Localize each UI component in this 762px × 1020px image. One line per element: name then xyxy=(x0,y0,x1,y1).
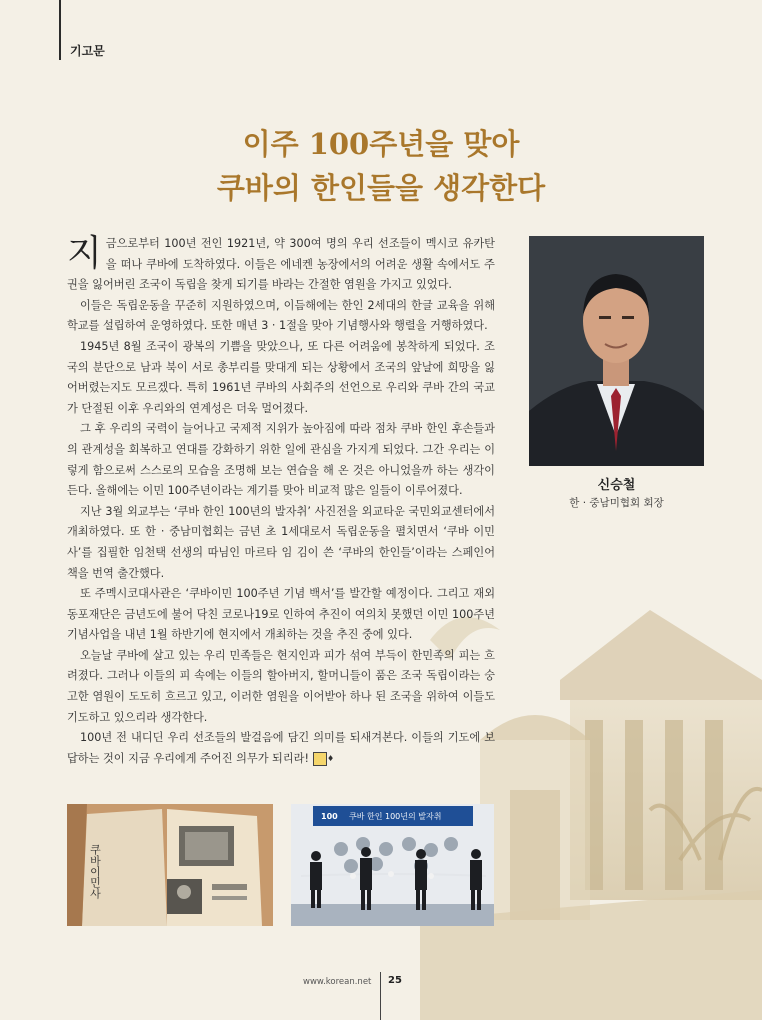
paragraph: 그 후 우리의 국력이 늘어나고 국제적 지위가 높아짐에 따라 점차 쿠바 한인 후손들과의 관계성을 회복하고 연대를 강화하기 위한 일에 관심을 가지게 되었다. 그간 우리는 이렇게 함으로써 스스로의 모습을 조명해 보는 연습을 해 온 것은 아니었을까 하는 생각이 든다. 올해에는 이민 100주년이라는 계기를 맞아 비교적 많은 일들이 이루어졌다. xyxy=(67,422,495,498)
section-label: 기고문 xyxy=(70,44,105,58)
paragraph: 또 주멕시코대사관은 ‘쿠바이민 100주년 기념 백서’를 발간할 예정이다. 그리고 재외동포재단은 금년도에 불어 닥친 코로나19로 인하여 추진이 여의치 못했던 이민 100주년 기념사업을 내년 1월 하반기에 현지에서 개최하는 것을 추진 중에 있다. xyxy=(67,587,495,642)
paragraph: 100년 전 내디딘 우리 선조들의 발걸음에 담긴 의미를 되새겨본다. 이들의 기도에 보답하는 것이 지금 우리에게 주어진 의무가 되리라! ♦ xyxy=(67,731,495,765)
paragraph: 지난 3월 외교부는 ‘쿠바 한인 100년의 발자취’ 사진전을 외교타운 국민외교센터에서 개최하였다. 또 한 · 중남미협회는 금년 초 1세대로서 독립운동을 펼치면서 ‘쿠바 이민사’를 집필한 임천택 선생의 따님인 마르타 임 김이 쓴 ‘쿠바의 한인들’이라는 스페인어책을 번역 출간했다. xyxy=(67,504,495,580)
author-portrait xyxy=(529,236,704,466)
footer-url: www.korean.net xyxy=(303,977,372,987)
author-role: 한 · 중남미협회 회장 xyxy=(569,497,664,509)
banner-badge: 100 xyxy=(321,812,338,821)
article-title-line2: 쿠바의 한인들을 생각한다 xyxy=(216,171,546,205)
book-title-vertical: 쿠바이민사 xyxy=(88,844,102,899)
page-number: 25 xyxy=(388,975,402,986)
author-name: 신승철 xyxy=(597,478,636,493)
paragraph: 1945년 8월 조국이 광복의 기쁨을 맞았으나, 또 다른 어려움에 봉착하게 되었다. 조국의 분단으로 남과 북이 서로 총부리를 맞대게 되는 상황에서 조국의 앞날에 희망을 잃어버렸는지도 모르겠다. 특히 1961년 쿠바의 사회주의 선언으로 우리와 쿠바 간의 국교가 단절된 이후 우리와의 연계성은 더욱 멀어졌다. xyxy=(67,339,495,415)
end-mark-icon: ♦ xyxy=(313,752,327,766)
paragraph: 지금으로부터 100년 전인 1921년, 약 300여 명의 우리 선조들이 멕시코 유카탄을 떠나 쿠바에 도착하였다. 이들은 에네켄 농장에서의 어려운 생활 속에서도 주권을 잃어버린 조국이 독립을 찾게 되기를 바라는 간절한 염원을 가지고 있었다. xyxy=(67,233,495,292)
banner-text: 쿠바 한인 100년의 발자취 xyxy=(349,812,442,821)
drop-cap: 지 xyxy=(67,233,102,274)
article-body xyxy=(67,234,495,769)
header-rule xyxy=(59,0,61,60)
book-photo xyxy=(67,804,273,926)
paragraph: 이들은 독립운동을 꾸준히 지원하였으며, 이듬해에는 한인 2세대의 한글 교육을 위해 학교를 설립하여 운영하였다. 또한 매년 3 · 1절을 맞아 기념행사와 행렬을 거행하였다. xyxy=(67,298,495,333)
footer-rule xyxy=(380,972,381,1020)
exhibition-ceremony-photo xyxy=(291,804,494,926)
article-title-line1: 이주 100주년을 맞아 xyxy=(242,127,520,161)
paragraph: 오늘날 쿠바에 살고 있는 우리 민족들은 현지인과 피가 섞여 부득이 한민족의 피는 흐려졌다. 그러나 이들의 피 속에는 이들의 할아버지, 할머니들이 품은 조국 독립이라는 숭고한 염원이 도도히 흐르고 있고, 이러한 염원을 이어받아 하나 된 조국을 위하여 이들도 기도하고 있으리라 생각한다. xyxy=(67,648,495,724)
